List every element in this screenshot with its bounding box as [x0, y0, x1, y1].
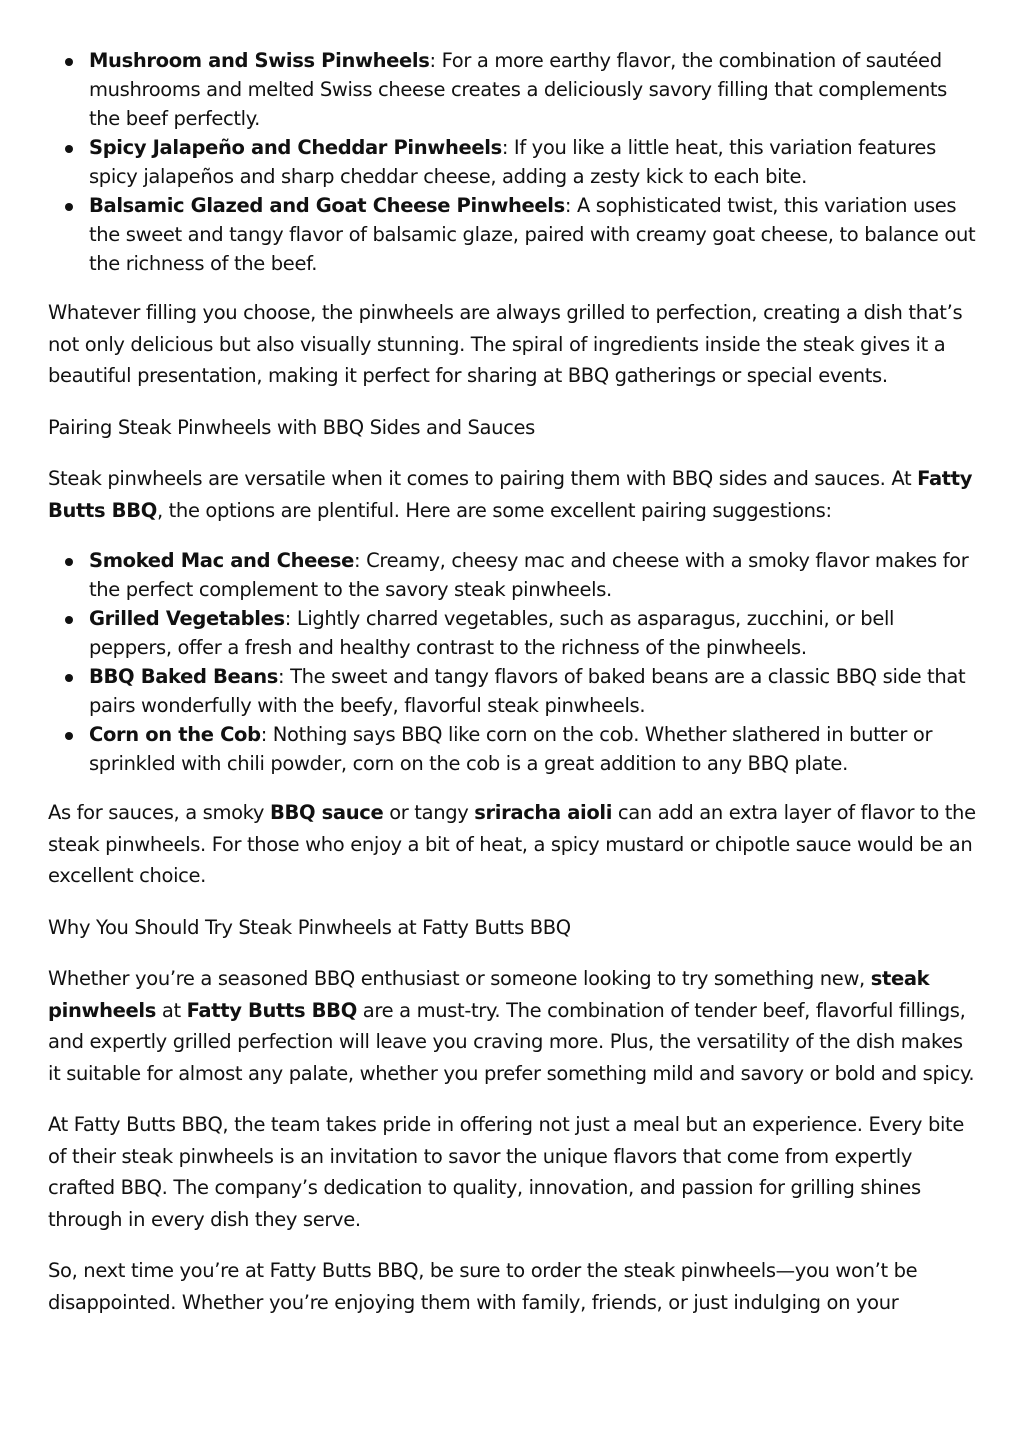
text-run: As for sauces, a smoky	[48, 801, 270, 824]
bold-term: sriracha aioli	[474, 801, 613, 824]
list-item	[48, 46, 978, 133]
list-item-text: : For a more earthy flavor, the combination of sautéed mushrooms and melted Swiss cheese creates a deliciously savory filling that complements the beef perfectly.	[89, 49, 947, 130]
pairing-sides-list	[48, 546, 978, 778]
text-run: at	[156, 998, 187, 1022]
list-item	[48, 720, 978, 778]
list-item-title: Smoked Mac and Cheese	[89, 549, 355, 572]
list-item-text: : The sweet and tangy flavors of baked beans are a classic BBQ side that pairs wonderfully with the beefy, flavorful steak pinwheels.	[89, 665, 966, 717]
filling-variations-list	[48, 46, 978, 278]
list-item-title: BBQ Baked Beans	[89, 665, 279, 688]
article-body	[48, 46, 978, 1318]
list-item-text: : Lightly charred vegetables, such as asparagus, zucchini, or bell peppers, offer a fresh and healthy contrast to the richness of the pinwheels.	[89, 607, 895, 659]
section-heading-pairing: Pairing Steak Pinwheels with BBQ Sides and Sauces	[48, 415, 535, 439]
text-run: are a must-try. The combination of tender beef, flavorful fillings, and expertly grilled perfection will leave you craving more. Plus, the versatility of the dish makes it suitable for almost any palate, whether you prefer something mild and savory or bold and spicy.	[48, 998, 975, 1085]
text-run: can add an extra layer of flavor to the steak pinwheels. For those who enjoy a bit of heat, a spicy mustard or chipotle sauce would be an excellent choice.	[48, 801, 976, 887]
list-item-title: Mushroom and Swiss Pinwheels	[89, 49, 430, 72]
list-item-title: Corn on the Cob	[89, 723, 261, 746]
list-item	[48, 191, 978, 278]
section-heading-why-try: Why You Should Try Steak Pinwheels at Fatty Butts BBQ	[48, 915, 571, 939]
paragraph-pairing-intro	[48, 463, 978, 526]
bold-term: BBQ sauce	[269, 801, 384, 824]
paragraph-why-try	[48, 963, 978, 1089]
paragraph-closing: So, next time you’re at Fatty Butts BBQ, be sure to order the steak pinwheels—you won’t be disappointed. Whether you’re enjoying them with family, friends, or just indulging on your	[48, 1259, 918, 1314]
text-run: Steak pinwheels are versatile when it comes to pairing them with BBQ sides and sauces. At	[48, 467, 918, 490]
list-item	[48, 133, 978, 191]
list-item-title: Spicy Jalapeño and Cheddar Pinwheels	[89, 136, 502, 159]
list-item-title: Balsamic Glazed and Goat Cheese Pinwheels	[89, 194, 565, 217]
list-item	[48, 604, 978, 662]
bold-term: steak pinwheels	[48, 967, 930, 1022]
list-item-text: : If you like a little heat, this variation features spicy jalapeños and sharp cheddar cheese, adding a zesty kick to each bite.	[89, 136, 936, 188]
list-item-text: : Nothing says BBQ like corn on the cob. Whether slathered in butter or sprinkled with chili powder, corn on the cob is a great addition to any BBQ plate.	[89, 723, 933, 775]
paragraph-presentation: Whatever filling you choose, the pinwheels are always grilled to perfection, creating a dish that’s not only delicious but also visually stunning. The spiral of ingredients inside the steak gives it a beautiful presentation, making it perfect for sharing at BBQ gatherings or special events.	[48, 301, 963, 387]
paragraph-sauces	[48, 797, 978, 892]
brand-name: Fatty Butts BBQ	[186, 998, 357, 1022]
list-item-text: : Creamy, cheesy mac and cheese with a smoky flavor makes for the perfect complement to the savory steak pinwheels.	[89, 549, 969, 601]
list-item-title: Grilled Vegetables	[89, 607, 285, 630]
brand-name: Fatty Butts BBQ	[48, 467, 973, 522]
paragraph-team-pride: At Fatty Butts BBQ, the team takes pride in offering not just a meal but an experience. Every bite of their steak pinwheels is an invitation to savor the unique flavors that come from expertly crafted BBQ. The company’s dedication to quality, innovation, and passion for grilling shines through in every dish they serve.	[48, 1113, 964, 1231]
list-item	[48, 546, 978, 604]
text-run: Whether you’re a seasoned BBQ enthusiast or someone looking to try something new,	[48, 967, 871, 990]
list-item	[48, 662, 978, 720]
text-run: , the options are plentiful. Here are some excellent pairing suggestions:	[156, 498, 832, 522]
list-item-text: : A sophisticated twist, this variation uses the sweet and tangy flavor of balsamic glaze, paired with creamy goat cheese, to balance out the richness of the beef.	[89, 194, 976, 275]
text-run: or tangy	[383, 801, 475, 824]
